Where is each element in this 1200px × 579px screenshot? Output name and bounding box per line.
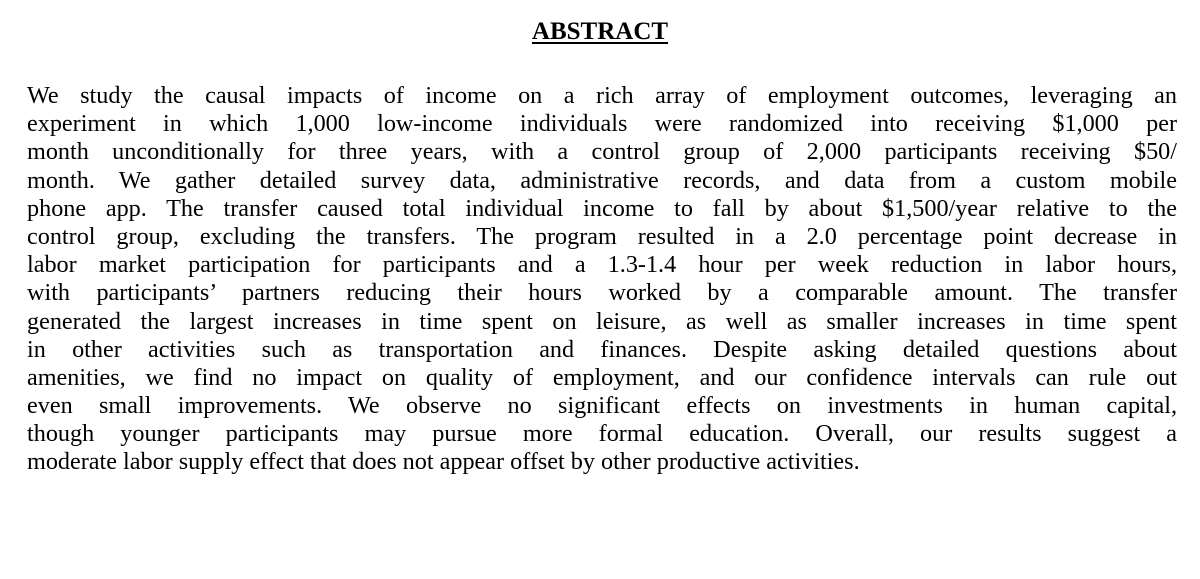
abstract-line-8: with participants’ partners reducing their hours worked by a comparable amount. The transfer xyxy=(27,279,1177,307)
abstract-line-9: generated the largest increases in time spent on leisure, as well as smaller increases in time spent xyxy=(27,307,1177,335)
abstract-line-10: in other activities such as transportation and finances. Despite asking detailed questions about xyxy=(27,335,1177,363)
abstract-heading: ABSTRACT xyxy=(531,18,669,45)
abstract-line-7: labor market participation for participants and a 1.3-1.4 hour per week reduction in labor hours, xyxy=(27,251,1177,279)
abstract-line-11: amenities, we find no impact on quality of employment, and our confidence intervals can rule out xyxy=(27,363,1177,391)
abstract-line-5: phone app. The transfer caused total individual income to fall by about $1,500/year relative to the xyxy=(27,194,1177,222)
abstract-line-12: even small improvements. We observe no significant effects on investments in human capital, xyxy=(27,392,1177,420)
abstract-line-2: experiment in which 1,000 low-income individuals were randomized into receiving $1,000 per xyxy=(27,110,1177,138)
abstract-line-6: control group, excluding the transfers. The program resulted in a 2.0 percentage point decrease in xyxy=(27,222,1177,250)
abstract-line-13: though younger participants may pursue more formal education. Overall, our results suggest a xyxy=(27,420,1177,448)
abstract-line-4: month. We gather detailed survey data, administrative records, and data from a custom mobile xyxy=(27,166,1177,194)
abstract-line-1: We study the causal impacts of income on a rich array of employment outcomes, leveraging an xyxy=(27,82,1177,109)
abstract-line-14: moderate labor supply effect that does not appear offset by other productive activities. xyxy=(27,448,860,476)
abstract-line-3: month unconditionally for three years, with a control group of 2,000 participants receiving $50/ xyxy=(27,138,1177,166)
abstract-body xyxy=(27,82,1177,477)
